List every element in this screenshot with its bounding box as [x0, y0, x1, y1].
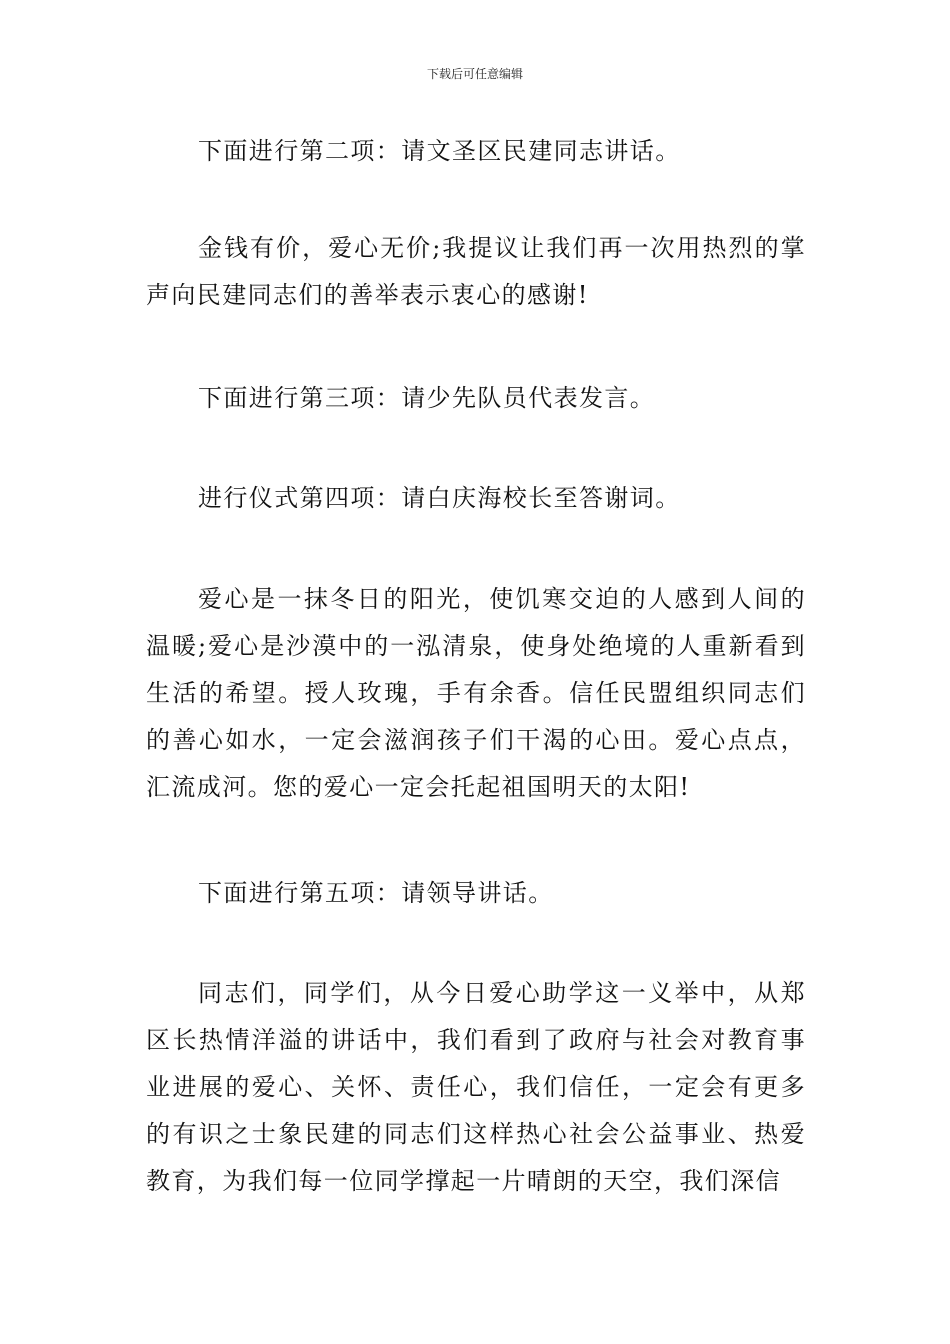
paragraph: 进行仪式第四项：请白庆海校长至答谢词。 — [198, 484, 681, 512]
paragraph: 爱心是一抹冬日的阳光，使饥寒交迫的人感到人间的温暖;爱心是沙漠中的一泓清泉，使身处绝境的人重新看到生活的希望。授人玫瑰，手有余香。信任民盟组织同志们的善心如水，一定会滋润孩子们干渴的心田。爱心点点，汇流成河。您的爱心一定会托起祖国明天的太阳! — [146, 585, 806, 801]
paragraph: 下面进行第二项：请文圣区民建同志讲话。 — [198, 137, 681, 165]
paragraph: 下面进行第三项：请少先队员代表发言。 — [198, 384, 656, 412]
paragraph: 下面进行第五项：请领导讲话。 — [198, 879, 554, 907]
page-header: 下载后可任意编辑 — [426, 67, 523, 81]
paragraph: 同志们，同学们，从今日爱心助学这一义举中，从郑区长热情洋溢的讲话中，我们看到了政府与社会对教育事业进展的爱心、关怀、责任心，我们信任，一定会有更多的有识之士象民建的同志们这样热心社会公益事业、热爱教育，为我们每一位同学撑起一片晴朗的天空，我们深信 — [146, 979, 806, 1195]
paragraph: 金钱有价，爱心无价;我提议让我们再一次用热烈的掌声向民建同志们的善举表示衷心的感谢! — [146, 234, 806, 309]
